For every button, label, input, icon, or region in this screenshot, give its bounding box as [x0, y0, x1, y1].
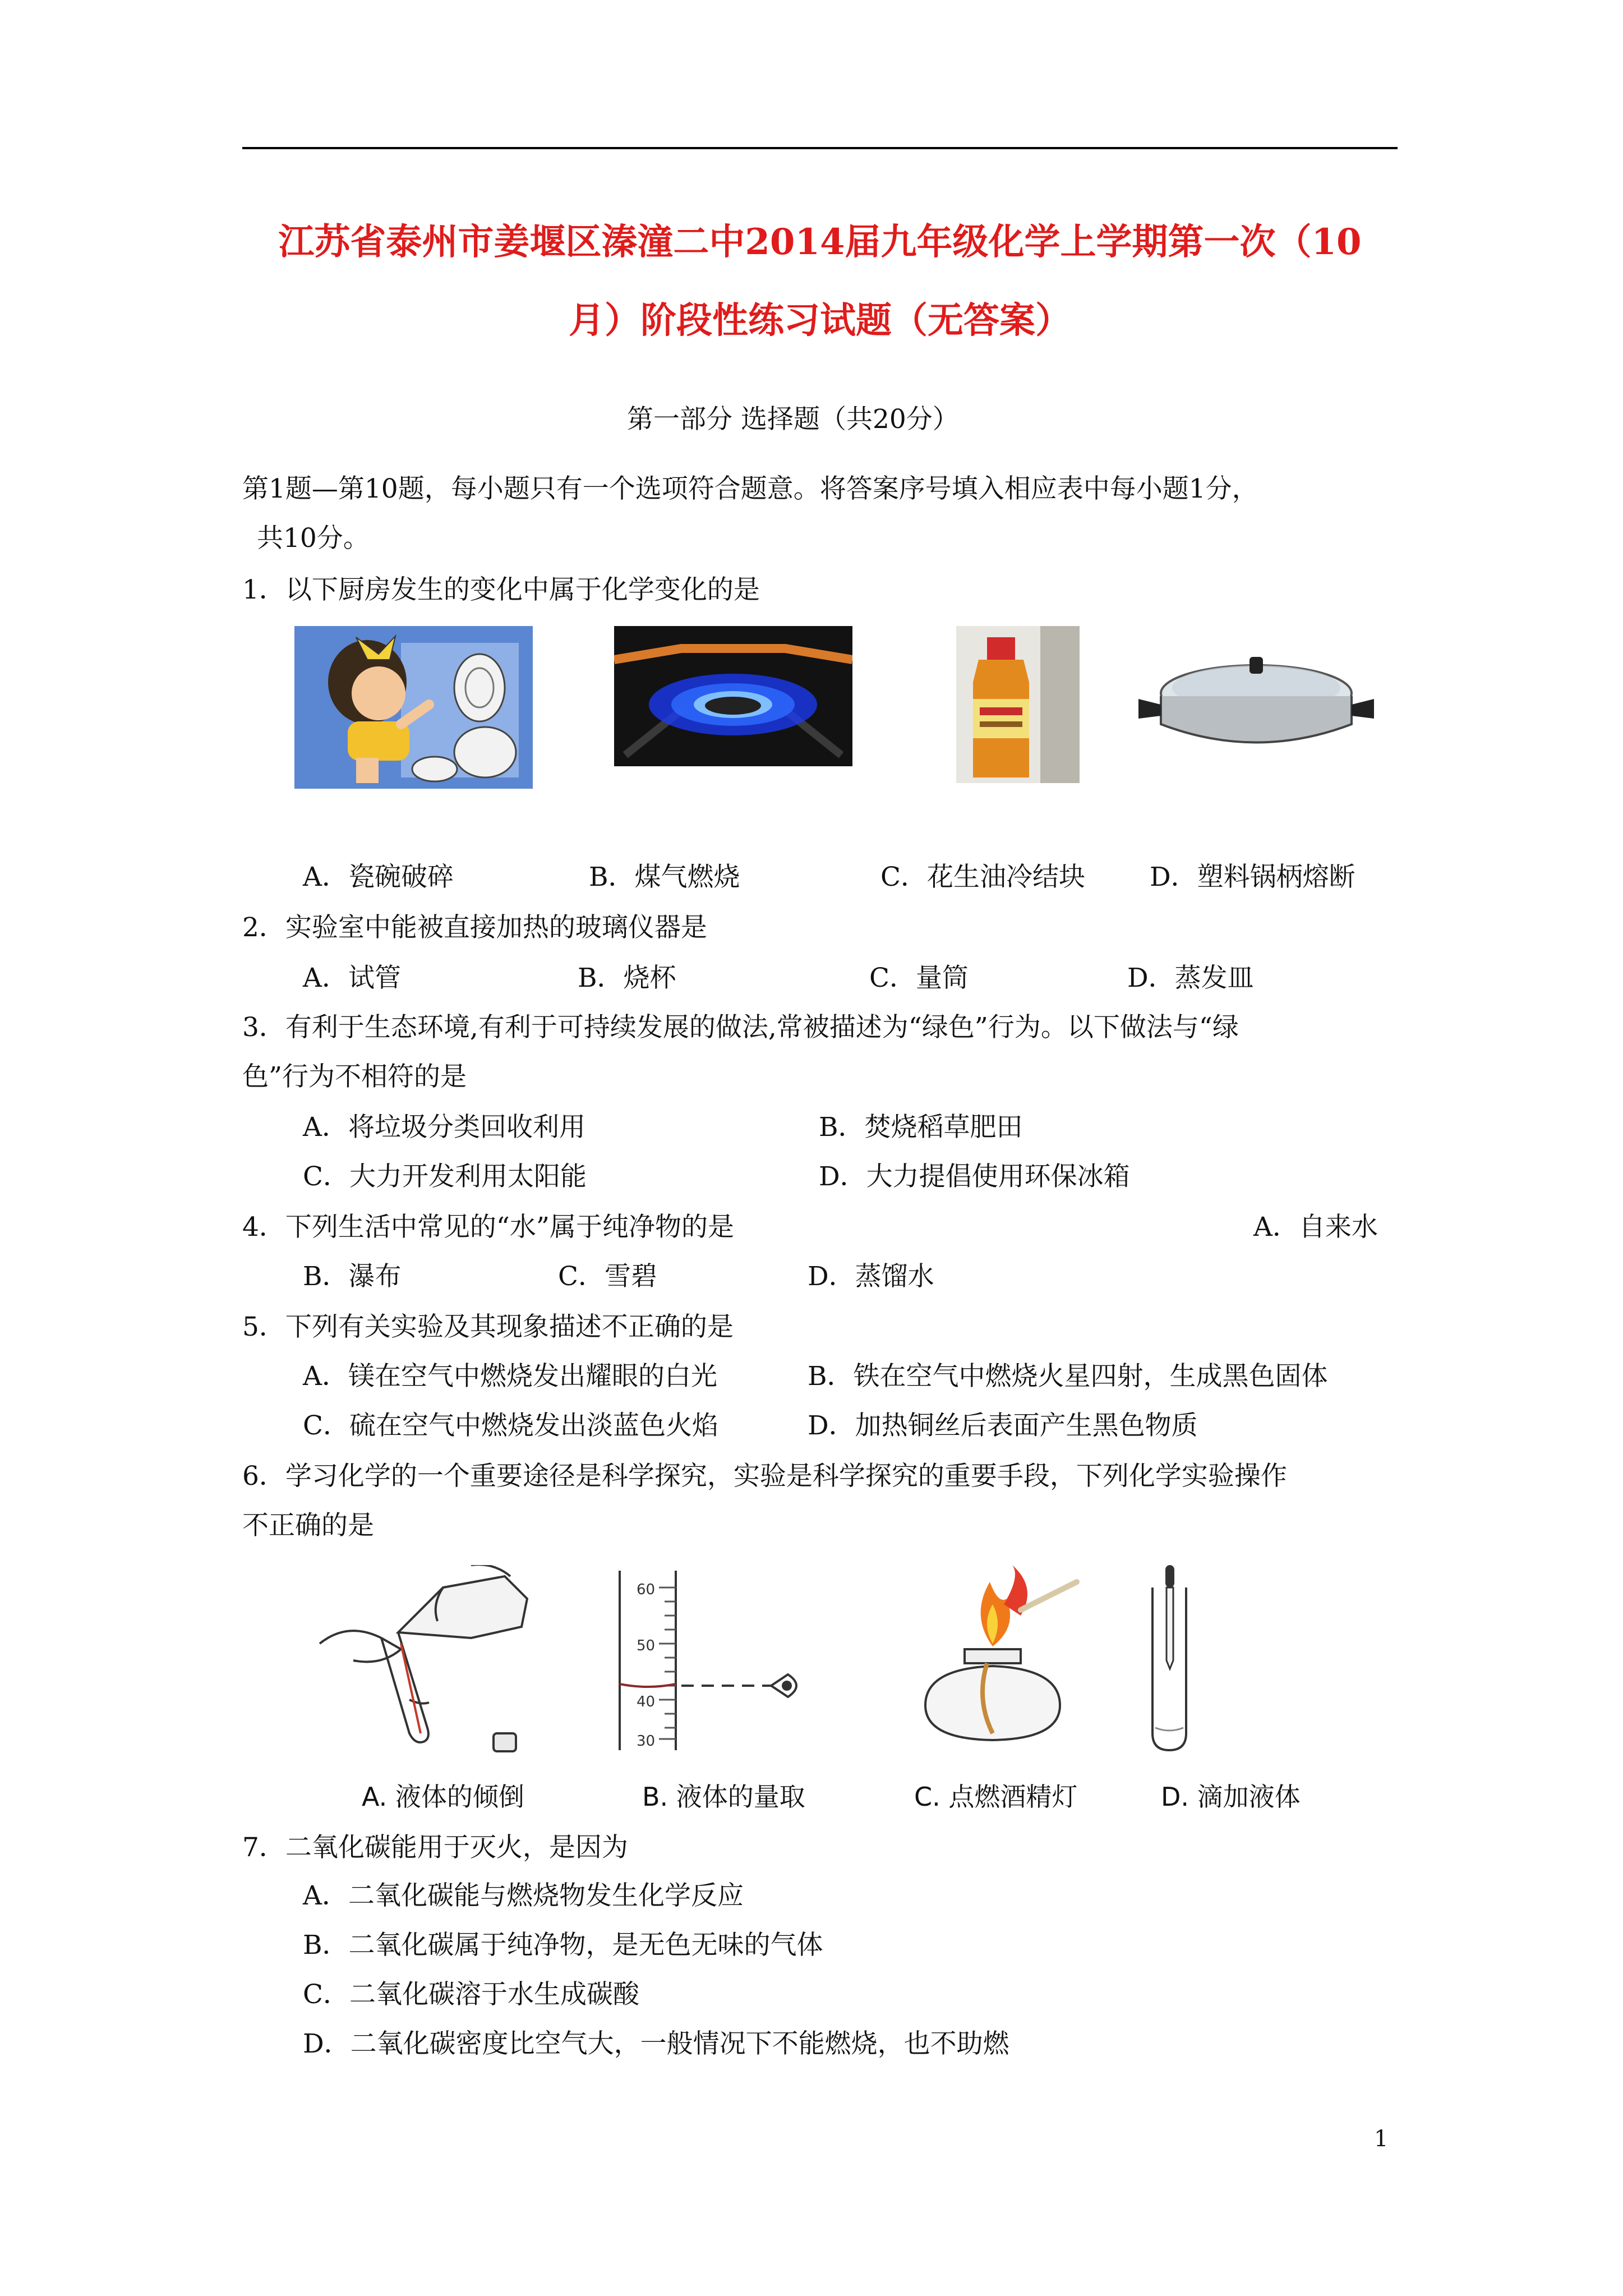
q1-option-a: A．瓷碗破碎	[303, 862, 454, 892]
doc-title-line2: 月）阶段性练习试题（无答案）	[569, 300, 1071, 342]
q6-caption-b: B. 液体的量取	[642, 1782, 805, 1812]
q6-image-pouring	[303, 1565, 550, 1756]
pouring-liquid-illustration	[303, 1565, 550, 1756]
q6-image-measuring	[603, 1565, 838, 1756]
q3-stem-line2: 色”行为不相符的是	[242, 1061, 467, 1092]
tick-label-30: 30	[637, 1733, 656, 1750]
q4-option-c: C．雪碧	[558, 1261, 657, 1292]
q4-option-a: A．自来水	[1253, 1212, 1378, 1243]
q4-stem: 4．下列生活中常见的“水”属于纯净物的是	[242, 1212, 734, 1243]
q7-option-d: D．二氧化碳密度比空气大，一般情况下不能燃烧，也不助燃	[303, 2028, 1009, 2059]
q6-stem-line1: 6．学习化学的一个重要途径是科学探究，实验是科学探究的重要手段，下列化学实验操作	[242, 1461, 1287, 1492]
q3-option-a: A．将垃圾分类回收利用	[303, 1112, 585, 1143]
graduated-cylinder-illustration	[603, 1565, 838, 1756]
q1-option-b: B．煤气燃烧	[589, 862, 740, 892]
q3-option-c: C．大力开发利用太阳能	[303, 1161, 587, 1192]
section-heading: 第一部分 选择题（共20分）	[627, 404, 959, 435]
instructions-line2: 共10分。	[257, 523, 370, 554]
page-number: 1	[1374, 2126, 1389, 2152]
tick-label-50: 50	[637, 1637, 656, 1654]
q7-option-a: A．二氧化碳能与燃烧物发生化学反应	[303, 1880, 744, 1911]
q6-image-dropper	[1127, 1565, 1239, 1756]
pot-illustration	[1127, 626, 1385, 789]
q6-caption-d: D. 滴加液体	[1161, 1782, 1301, 1812]
q7-stem: 7．二氧化碳能用于灭火，是因为	[242, 1832, 628, 1863]
dropper-test-tube-illustration	[1127, 1565, 1239, 1756]
doc-title-line1: 江苏省泰州市姜堰区溱潼二中2014届九年级化学上学期第一次（10	[278, 221, 1362, 263]
q6-caption-c: C. 点燃酒精灯	[914, 1782, 1078, 1812]
q6-image-alcohol-lamp	[892, 1565, 1094, 1756]
q5-option-b: B．铁在空气中燃烧火星四射，生成黑色固体	[808, 1361, 1328, 1392]
q4-option-b: B．瀑布	[303, 1261, 402, 1292]
q1-option-d: D．塑料锅柄熔断	[1150, 862, 1355, 892]
q6-stem-line2: 不正确的是	[242, 1510, 374, 1541]
tick-label-40: 40	[637, 1694, 656, 1710]
q3-stem-line1: 3．有利于生态环境,有利于可持续发展的做法,常被描述为“绿色”行为。以下做法与“绿	[242, 1012, 1239, 1043]
q2-option-d: D．蒸发皿	[1127, 963, 1254, 993]
instructions-line1: 第1题—第10题，每小题只有一个选项符合题意。将答案序号填入相应表中每小题1分，	[242, 473, 1258, 504]
q5-option-d: D．加热铜丝后表面产生黑色物质	[808, 1410, 1198, 1441]
q2-stem: 2．实验室中能被直接加热的玻璃仪器是	[242, 912, 707, 943]
q5-option-a: A．镁在空气中燃烧发出耀眼的白光	[303, 1361, 717, 1392]
q1-image-gas-flame	[614, 626, 852, 766]
q1-stem: 1．以下厨房发生的变化中属于化学变化的是	[242, 574, 760, 605]
broken-bowl-illustration	[294, 626, 533, 789]
header-rule	[242, 147, 1398, 149]
tick-label-60: 60	[637, 1581, 656, 1598]
q1-image-broken-bowl	[294, 626, 533, 789]
q7-option-b: B．二氧化碳属于纯净物，是无色无味的气体	[303, 1930, 823, 1961]
q3-option-b: B．焚烧稻草肥田	[819, 1112, 1023, 1143]
q2-option-b: B．烧杯	[578, 963, 676, 993]
q5-option-c: C．硫在空气中燃烧发出淡蓝色火焰	[303, 1410, 718, 1441]
q2-option-a: A．试管	[303, 963, 401, 993]
q1-image-peanut-oil	[956, 626, 1080, 783]
q7-option-c: C．二氧化碳溶于水生成碳酸	[303, 1979, 639, 2010]
q4-option-d: D．蒸馏水	[808, 1261, 934, 1292]
q3-option-d: D．大力提倡使用环保冰箱	[819, 1161, 1130, 1192]
oil-bottle-illustration	[956, 626, 1080, 783]
q1-image-pot	[1127, 626, 1385, 789]
q2-option-c: C．量筒	[869, 963, 969, 993]
q1-option-c: C．花生油冷结块	[880, 862, 1085, 892]
gas-burner-illustration	[614, 626, 852, 766]
alcohol-lamp-illustration	[892, 1565, 1094, 1756]
q6-caption-a: A. 液体的倾倒	[362, 1782, 524, 1812]
q5-stem: 5．下列有关实验及其现象描述不正确的是	[242, 1312, 734, 1342]
